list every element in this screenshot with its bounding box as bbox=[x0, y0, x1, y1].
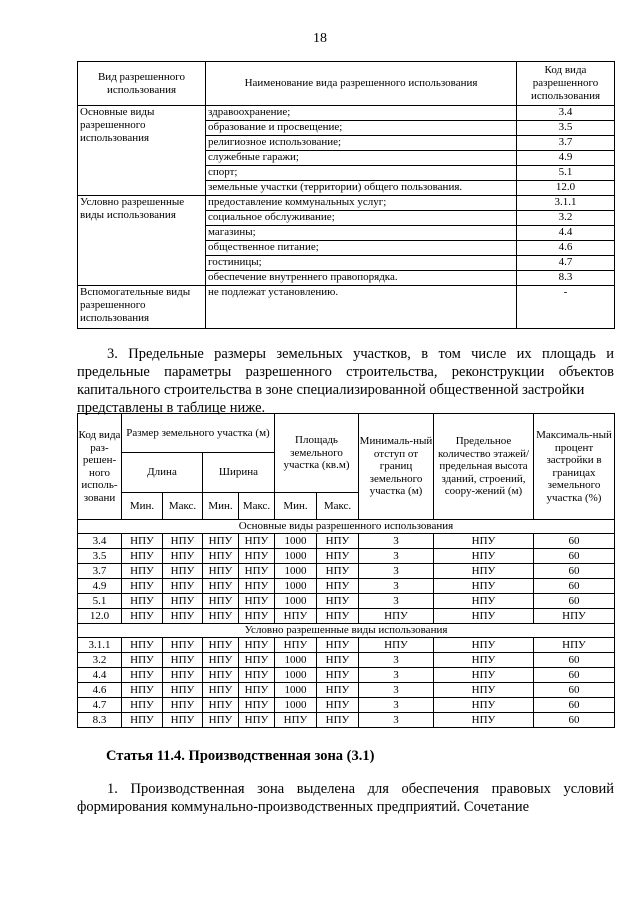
use-group-label: Основные виды разрешенного использования bbox=[78, 106, 206, 196]
table-cell: 1000 bbox=[275, 683, 317, 698]
table-cell: 1000 bbox=[275, 698, 317, 713]
table-cell: НПУ bbox=[163, 668, 203, 683]
table-row bbox=[78, 106, 615, 121]
table-cell: НПУ bbox=[317, 549, 359, 564]
table-cell: НПУ bbox=[434, 579, 534, 594]
table-cell: НПУ bbox=[122, 609, 163, 624]
table-row bbox=[78, 683, 615, 698]
table-cell: НПУ bbox=[434, 549, 534, 564]
paragraph-3-body: 3. Предельные размеры земельных участков, в том числе их площадь и предельные параметры разрешенного строительства, реконструкции объектов капитального строительства в зоне специализированной общественной застройки bbox=[77, 346, 614, 398]
table-cell: НПУ bbox=[239, 713, 275, 728]
table-cell: 3 bbox=[359, 653, 434, 668]
table-row bbox=[78, 594, 615, 609]
section-title: Основные виды разрешенного использования bbox=[78, 520, 615, 534]
table-cell: НПУ bbox=[317, 609, 359, 624]
table-cell: НПУ bbox=[203, 579, 239, 594]
table-row bbox=[78, 534, 615, 549]
header-length-min: Мин. bbox=[122, 493, 163, 520]
table-cell: НПУ bbox=[359, 609, 434, 624]
header-code: Код вида раз-решен-ного исполь-зовани bbox=[78, 414, 122, 520]
use-name-cell: общественное питание; bbox=[206, 241, 517, 256]
use-code-cell: 5.1 bbox=[517, 166, 615, 181]
table-cell: НПУ bbox=[359, 638, 434, 653]
header-area: Площадь земельного участка (кв.м) bbox=[275, 414, 359, 493]
use-code-cell: 4.7 bbox=[517, 256, 615, 271]
table-row bbox=[78, 653, 615, 668]
use-name-cell: спорт; bbox=[206, 166, 517, 181]
table-cell: НПУ bbox=[163, 713, 203, 728]
use-name-cell: предоставление коммунальных услуг; bbox=[206, 196, 517, 211]
use-name-cell: земельные участки (территории) общего пользования. bbox=[206, 181, 517, 196]
table-cell: 60 bbox=[534, 713, 615, 728]
table-cell: НПУ bbox=[317, 594, 359, 609]
table-cell: НПУ bbox=[203, 594, 239, 609]
table-cell: 60 bbox=[534, 549, 615, 564]
table-cell: 4.9 bbox=[78, 579, 122, 594]
header-use-name: Наименование вида разрешенного использования bbox=[206, 62, 517, 106]
table-cell: 4.4 bbox=[78, 668, 122, 683]
table-header-row bbox=[78, 62, 615, 106]
table-cell: НПУ bbox=[203, 638, 239, 653]
use-name-cell: здравоохранение; bbox=[206, 106, 517, 121]
paragraph-production-zone bbox=[77, 780, 614, 816]
table-cell: 1000 bbox=[275, 579, 317, 594]
permitted-use-table bbox=[77, 61, 615, 329]
header-floors: Предельное количество этажей/ предельная высота зданий, строений, соору-жений (м) bbox=[434, 414, 534, 520]
table-cell: НПУ bbox=[203, 564, 239, 579]
paragraph-3 bbox=[77, 345, 614, 417]
table-cell: НПУ bbox=[317, 698, 359, 713]
table-row bbox=[78, 564, 615, 579]
use-group-label: Условно разрешенные виды использования bbox=[78, 196, 206, 286]
table-cell: НПУ bbox=[434, 564, 534, 579]
table-cell: НПУ bbox=[434, 668, 534, 683]
table-cell: НПУ bbox=[239, 638, 275, 653]
table-cell: 3.4 bbox=[78, 534, 122, 549]
table-cell: 3 bbox=[359, 594, 434, 609]
header-use-code: Код вида разрешенного использования bbox=[517, 62, 615, 106]
header-length-max: Макс. bbox=[163, 493, 203, 520]
table-cell: НПУ bbox=[163, 579, 203, 594]
table-cell: 1000 bbox=[275, 534, 317, 549]
table-cell: НПУ bbox=[317, 638, 359, 653]
table-cell: НПУ bbox=[163, 698, 203, 713]
table-cell: НПУ bbox=[203, 549, 239, 564]
table-cell: 60 bbox=[534, 668, 615, 683]
table-cell: НПУ bbox=[434, 713, 534, 728]
table-cell: НПУ bbox=[239, 594, 275, 609]
use-name-cell: религиозное использование; bbox=[206, 136, 517, 151]
table-row bbox=[78, 609, 615, 624]
table-cell: 60 bbox=[534, 579, 615, 594]
table-cell: 4.6 bbox=[78, 683, 122, 698]
table-cell: НПУ bbox=[275, 713, 317, 728]
table-cell: НПУ bbox=[239, 579, 275, 594]
table-row bbox=[78, 713, 615, 728]
table-row bbox=[78, 549, 615, 564]
use-name-cell: образование и просвещение; bbox=[206, 121, 517, 136]
table-cell: НПУ bbox=[317, 683, 359, 698]
table-cell: НПУ bbox=[317, 668, 359, 683]
header-width-min: Мин. bbox=[203, 493, 239, 520]
table-cell: НПУ bbox=[203, 609, 239, 624]
header-width: Ширина bbox=[203, 453, 275, 493]
use-name-cell: не подлежат установлению. bbox=[206, 286, 517, 329]
table-cell: НПУ bbox=[434, 683, 534, 698]
table-cell: НПУ bbox=[317, 564, 359, 579]
section-row bbox=[78, 624, 615, 638]
table-cell: НПУ bbox=[434, 534, 534, 549]
table-cell: НПУ bbox=[163, 564, 203, 579]
table-cell: НПУ bbox=[434, 653, 534, 668]
table-cell: 3.2 bbox=[78, 653, 122, 668]
table-cell: НПУ bbox=[163, 609, 203, 624]
table-cell: НПУ bbox=[434, 638, 534, 653]
table-row bbox=[78, 698, 615, 713]
table-cell: НПУ bbox=[203, 698, 239, 713]
table-cell: 1000 bbox=[275, 653, 317, 668]
table-cell: НПУ bbox=[203, 668, 239, 683]
use-code-cell: 12.0 bbox=[517, 181, 615, 196]
table-cell: НПУ bbox=[239, 609, 275, 624]
table-cell: НПУ bbox=[122, 564, 163, 579]
use-code-cell: 8.3 bbox=[517, 271, 615, 286]
table-cell: НПУ bbox=[122, 594, 163, 609]
header-setback: Минималь-ный отступ от границ земельного участка (м) bbox=[359, 414, 434, 520]
use-name-cell: гостиницы; bbox=[206, 256, 517, 271]
table-cell: 3 bbox=[359, 534, 434, 549]
header-size: Размер земельного участка (м) bbox=[122, 414, 275, 453]
use-group-label: Вспомогательные виды разрешенного использования bbox=[78, 286, 206, 329]
table-cell: НПУ bbox=[163, 549, 203, 564]
section-row bbox=[78, 520, 615, 534]
table-cell: 1000 bbox=[275, 668, 317, 683]
table-cell: НПУ bbox=[239, 683, 275, 698]
table-cell: 3 bbox=[359, 683, 434, 698]
table-cell: НПУ bbox=[122, 549, 163, 564]
table-cell: НПУ bbox=[122, 534, 163, 549]
table-cell: 60 bbox=[534, 594, 615, 609]
table-cell: НПУ bbox=[122, 698, 163, 713]
use-code-cell: 3.5 bbox=[517, 121, 615, 136]
table-cell: НПУ bbox=[203, 713, 239, 728]
use-code-cell: 3.2 bbox=[517, 211, 615, 226]
table-cell: НПУ bbox=[122, 638, 163, 653]
paragraph-3-last-line: представлены в таблице ниже. bbox=[77, 400, 266, 416]
table-row bbox=[78, 668, 615, 683]
table-cell: НПУ bbox=[239, 564, 275, 579]
table-cell: НПУ bbox=[239, 549, 275, 564]
table-cell: НПУ bbox=[534, 638, 615, 653]
use-name-cell: социальное обслуживание; bbox=[206, 211, 517, 226]
table-cell: 1000 bbox=[275, 564, 317, 579]
header-width-max: Макс. bbox=[239, 493, 275, 520]
table-row bbox=[78, 286, 615, 329]
table-cell: НПУ bbox=[317, 579, 359, 594]
use-code-cell: - bbox=[517, 286, 615, 329]
use-code-cell: 4.9 bbox=[517, 151, 615, 166]
table-cell: 4.7 bbox=[78, 698, 122, 713]
table-cell: НПУ bbox=[275, 609, 317, 624]
table-cell: НПУ bbox=[434, 609, 534, 624]
header-length: Длина bbox=[122, 453, 203, 493]
table-cell: НПУ bbox=[122, 653, 163, 668]
table-cell: НПУ bbox=[317, 653, 359, 668]
table-cell: НПУ bbox=[203, 534, 239, 549]
table-row bbox=[78, 579, 615, 594]
table-cell: НПУ bbox=[163, 638, 203, 653]
table-cell: 3 bbox=[359, 698, 434, 713]
table-cell: 1000 bbox=[275, 594, 317, 609]
header-area-min: Мин. bbox=[275, 493, 317, 520]
table-cell: 3.7 bbox=[78, 564, 122, 579]
header-use-type: Вид разрешенного использования bbox=[78, 62, 206, 106]
table-cell: 3 bbox=[359, 549, 434, 564]
table-cell: 60 bbox=[534, 653, 615, 668]
use-code-cell: 3.7 bbox=[517, 136, 615, 151]
table-cell: 60 bbox=[534, 698, 615, 713]
table-cell: 3 bbox=[359, 713, 434, 728]
table-cell: НПУ bbox=[203, 683, 239, 698]
article-heading: Статья 11.4. Производственная зона (3.1) bbox=[106, 748, 375, 764]
table-cell: 12.0 bbox=[78, 609, 122, 624]
use-name-cell: магазины; bbox=[206, 226, 517, 241]
table-cell: 8.3 bbox=[78, 713, 122, 728]
table-cell: 60 bbox=[534, 564, 615, 579]
use-name-cell: обеспечение внутреннего правопорядка. bbox=[206, 271, 517, 286]
page-number: 18 bbox=[313, 31, 327, 46]
table-cell: НПУ bbox=[203, 653, 239, 668]
table-cell: 60 bbox=[534, 534, 615, 549]
table-cell: НПУ bbox=[163, 534, 203, 549]
use-code-cell: 3.4 bbox=[517, 106, 615, 121]
table-cell: НПУ bbox=[239, 698, 275, 713]
paragraph-production-zone-body: 1. Производственная зона выделена для обеспечения правовых условий формирования коммунально-производственных предприятий. Сочетание bbox=[77, 781, 614, 815]
table-cell: 3.1.1 bbox=[78, 638, 122, 653]
table-cell: НПУ bbox=[163, 653, 203, 668]
table-cell: НПУ bbox=[163, 683, 203, 698]
table-cell: 3 bbox=[359, 564, 434, 579]
table-cell: НПУ bbox=[434, 698, 534, 713]
table-cell: 3 bbox=[359, 579, 434, 594]
use-code-cell: 4.6 bbox=[517, 241, 615, 256]
header-percent: Максималь-ный процент застройки в границах земельного участка (%) bbox=[534, 414, 615, 520]
parameters-table bbox=[77, 413, 615, 728]
section-title: Условно разрешенные виды использования bbox=[78, 624, 615, 638]
table-cell: НПУ bbox=[239, 653, 275, 668]
table-cell: НПУ bbox=[239, 534, 275, 549]
table-cell: 3.5 bbox=[78, 549, 122, 564]
table-cell: НПУ bbox=[122, 683, 163, 698]
table-cell: 3 bbox=[359, 668, 434, 683]
table-cell: НПУ bbox=[434, 594, 534, 609]
table-cell: НПУ bbox=[317, 534, 359, 549]
use-code-cell: 4.4 bbox=[517, 226, 615, 241]
table-cell: НПУ bbox=[275, 638, 317, 653]
table-cell: НПУ bbox=[122, 668, 163, 683]
table-cell: НПУ bbox=[239, 668, 275, 683]
table-cell: НПУ bbox=[317, 713, 359, 728]
table-cell: НПУ bbox=[534, 609, 615, 624]
table-cell: 60 bbox=[534, 683, 615, 698]
header-area-max: Макс. bbox=[317, 493, 359, 520]
use-code-cell: 3.1.1 bbox=[517, 196, 615, 211]
table-cell: НПУ bbox=[122, 579, 163, 594]
table-row bbox=[78, 196, 615, 211]
table-cell: НПУ bbox=[122, 713, 163, 728]
table-row bbox=[78, 638, 615, 653]
table-cell: 5.1 bbox=[78, 594, 122, 609]
table-cell: НПУ bbox=[163, 594, 203, 609]
use-name-cell: служебные гаражи; bbox=[206, 151, 517, 166]
table-cell: 1000 bbox=[275, 549, 317, 564]
